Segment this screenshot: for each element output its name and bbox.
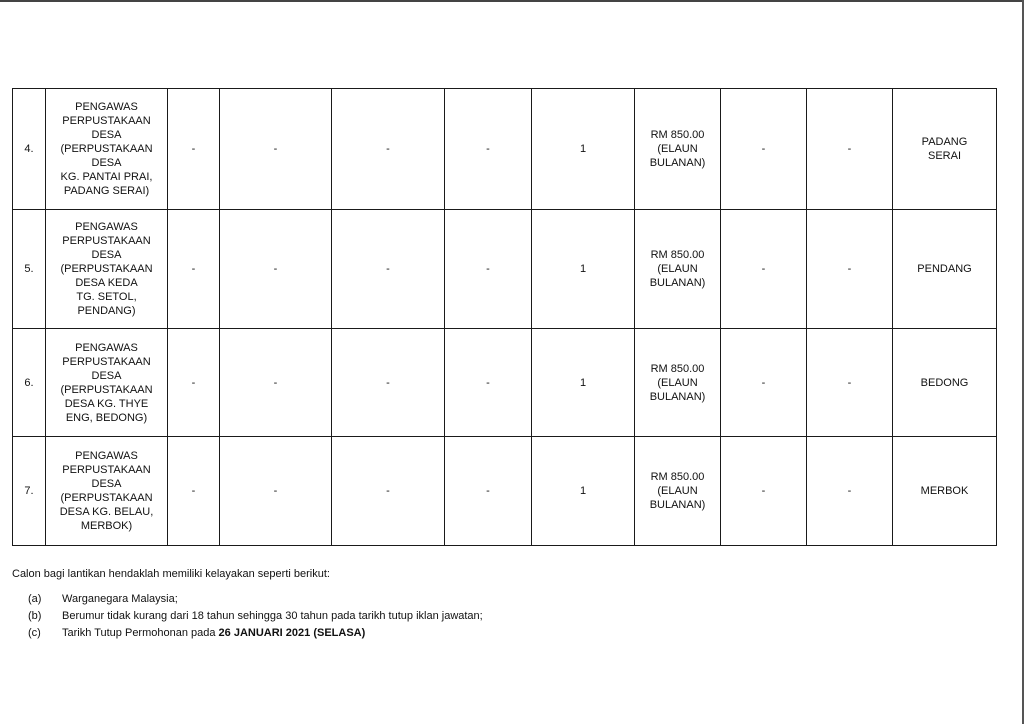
location: MERBOK: [893, 437, 997, 546]
list-item: [12, 591, 1002, 608]
table-cell: -: [721, 329, 807, 437]
post-title: PENGAWAS PERPUSTAKAAN DESA (PERPUSTAKAAN DESA KG. THYE ENG, BEDONG): [46, 329, 168, 437]
qualification-notes: [12, 566, 1002, 642]
table-cell: -: [168, 329, 220, 437]
table-cell: -: [807, 329, 893, 437]
item-text: [62, 625, 365, 642]
table-row: [13, 89, 997, 210]
table-cell: -: [220, 437, 332, 546]
table-cell: -: [807, 210, 893, 329]
table-cell: -: [332, 437, 445, 546]
closing-date: 26 JANUARI 2021 (SELASA): [218, 627, 366, 639]
allowance: RM 850.00 (ELAUN BULANAN): [635, 329, 721, 437]
post-title: PENGAWAS PERPUSTAKAAN DESA (PERPUSTAKAAN DESA KG. BELAU, MERBOK): [46, 437, 168, 546]
item-text: Warganegara Malaysia;: [62, 593, 178, 605]
table-cell: -: [445, 89, 532, 210]
vacancy-count: 1: [532, 89, 635, 210]
table-cell: -: [332, 329, 445, 437]
item-text: Berumur tidak kurang dari 18 tahun sehingga 30 tahun pada tarikh tutup iklan jawatan;: [62, 610, 483, 622]
table-cell: -: [721, 210, 807, 329]
notes-intro: Calon bagi lantikan hendaklah memiliki kelayakan seperti berikut:: [12, 568, 330, 580]
table-cell: -: [332, 210, 445, 329]
location: PADANG SERAI: [893, 89, 997, 210]
post-title: PENGAWAS PERPUSTAKAAN DESA (PERPUSTAKAAN DESA KG. PANTAI PRAI, PADANG SERAI): [46, 89, 168, 210]
item-marker: (b): [28, 610, 42, 622]
closing-date-label: Tarikh Tutup Permohonan pada: [62, 627, 219, 639]
table-cell: -: [721, 89, 807, 210]
table-cell: -: [168, 437, 220, 546]
vacancy-count: 1: [532, 437, 635, 546]
item-marker: (a): [28, 593, 42, 605]
vacancy-count: 1: [532, 210, 635, 329]
vacancy-count: 1: [532, 329, 635, 437]
row-number: 7.: [13, 437, 46, 546]
table-cell: -: [807, 89, 893, 210]
table-cell: -: [332, 89, 445, 210]
table-cell: -: [445, 210, 532, 329]
scan-edge-top: [0, 0, 1024, 2]
table-row: [13, 210, 997, 329]
table-row: [13, 437, 997, 546]
list-item: [12, 608, 1002, 625]
table-cell: -: [807, 437, 893, 546]
vacancy-table: [12, 88, 997, 546]
table-cell: -: [220, 89, 332, 210]
table-cell: -: [168, 89, 220, 210]
row-number: 6.: [13, 329, 46, 437]
table-cell: -: [220, 329, 332, 437]
table-cell: -: [445, 329, 532, 437]
table-row: [13, 329, 997, 437]
post-title: PENGAWAS PERPUSTAKAAN DESA (PERPUSTAKAAN DESA KEDA TG. SETOL, PENDANG): [46, 210, 168, 329]
table-cell: -: [168, 210, 220, 329]
allowance: RM 850.00 (ELAUN BULANAN): [635, 437, 721, 546]
location: PENDANG: [893, 210, 997, 329]
table-cell: -: [445, 437, 532, 546]
table-cell: -: [721, 437, 807, 546]
table-cell: -: [220, 210, 332, 329]
allowance: RM 850.00 (ELAUN BULANAN): [635, 89, 721, 210]
row-number: 5.: [13, 210, 46, 329]
list-item: [12, 625, 1002, 642]
location: BEDONG: [893, 329, 997, 437]
row-number: 4.: [13, 89, 46, 210]
item-marker: (c): [28, 627, 41, 639]
allowance: RM 850.00 (ELAUN BULANAN): [635, 210, 721, 329]
